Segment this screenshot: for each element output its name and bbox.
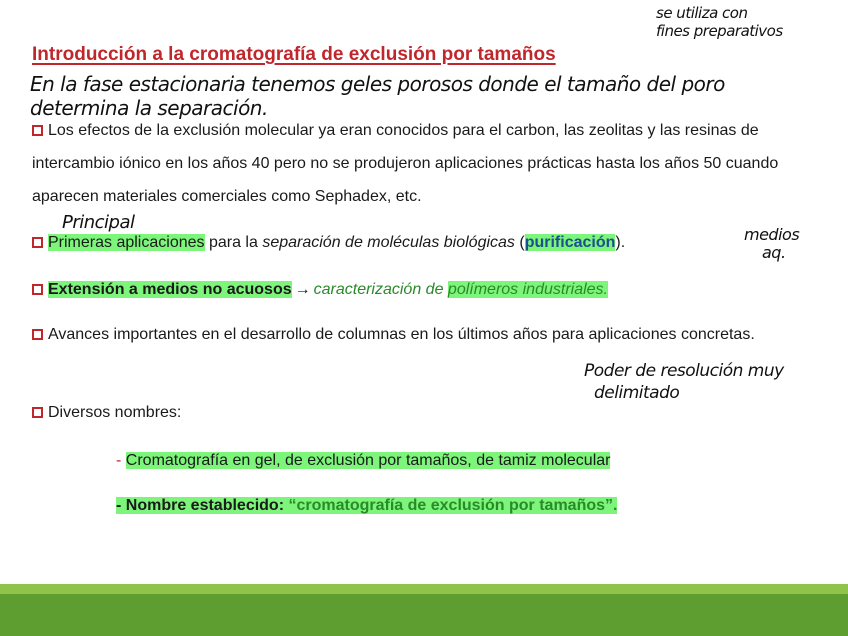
- sub-item-2: [116, 495, 617, 517]
- handwritten-line: aq.: [762, 243, 786, 262]
- handwritten-line: Poder de resolución muy: [584, 361, 784, 381]
- sub-item-2-label: - Nombre establecido:: [116, 497, 289, 514]
- highlighted-text: [116, 497, 617, 514]
- footer-bar: [0, 594, 848, 636]
- italic-green-text: caracterización de: [313, 281, 448, 298]
- dash-marker: -: [116, 452, 126, 469]
- italic-text: separación de moléculas biológicas: [262, 234, 515, 251]
- handwritten-line: En la fase estacionaria tenemos geles porosos donde el tamaño del poro: [30, 72, 725, 96]
- slide-title: Introducción a la cromatografía de exclusión por tamaños: [32, 44, 556, 65]
- checkbox-square-icon: [32, 329, 43, 340]
- handwritten-line: fines preparativos: [656, 22, 783, 40]
- bullet-5-text: Diversos nombres:: [48, 404, 182, 421]
- established-name: “cromatografía de exclusión por tamaños”.: [288, 497, 618, 514]
- bullet-1: [32, 114, 822, 213]
- handwritten-note-medios: [744, 226, 799, 262]
- arrow-right-icon: →: [294, 281, 311, 298]
- handwritten-line: se utiliza con: [656, 4, 748, 22]
- checkbox-square-icon: [32, 125, 43, 136]
- checkbox-square-icon: [32, 407, 43, 418]
- highlighted-text: Extensión a medios no acuosos: [48, 281, 292, 298]
- handwritten-note-principal: Principal: [62, 212, 135, 233]
- handwritten-line: medios: [744, 225, 800, 244]
- bullet-2-text: ).: [615, 234, 626, 251]
- bullet-3: [32, 273, 822, 306]
- footer-accent-bar: [0, 584, 848, 594]
- purification-text: purificación: [524, 234, 616, 251]
- highlighted-text: Primeras aplicaciones: [48, 234, 205, 251]
- checkbox-square-icon: [32, 237, 43, 248]
- highlighted-text: Cromatografía en gel, de exclusión por tamaños, de tamiz molecular: [125, 452, 611, 469]
- bullet-2-text: para la: [204, 234, 263, 251]
- sub-item-1: [116, 450, 610, 472]
- bullet-2-text: (: [514, 234, 525, 251]
- bullet-5: [32, 396, 822, 429]
- highlighted-italic-text: polímeros industriales.: [447, 281, 608, 298]
- handwritten-line: determina la separación.: [30, 96, 268, 120]
- checkbox-square-icon: [32, 284, 43, 295]
- handwritten-note-top-right: [656, 4, 783, 40]
- handwritten-note-stationary-phase: [30, 72, 725, 120]
- bullet-2: [32, 226, 822, 259]
- handwritten-line: delimitado: [594, 383, 680, 403]
- bullet-4-text: Avances importantes en el desarrollo de columnas en los últimos años para aplicaciones concretas.: [48, 326, 755, 343]
- bullet-1-text: Los efectos de la exclusión molecular ya eran conocidos para el carbon, las zeolitas y las resinas de intercambio iónico en los años 40 pero no se produjeron aplicaciones prácticas hasta los años 50 cuando aparecen materiales comerciales como Sephadex, etc.: [32, 122, 779, 205]
- bullet-4: [32, 318, 822, 351]
